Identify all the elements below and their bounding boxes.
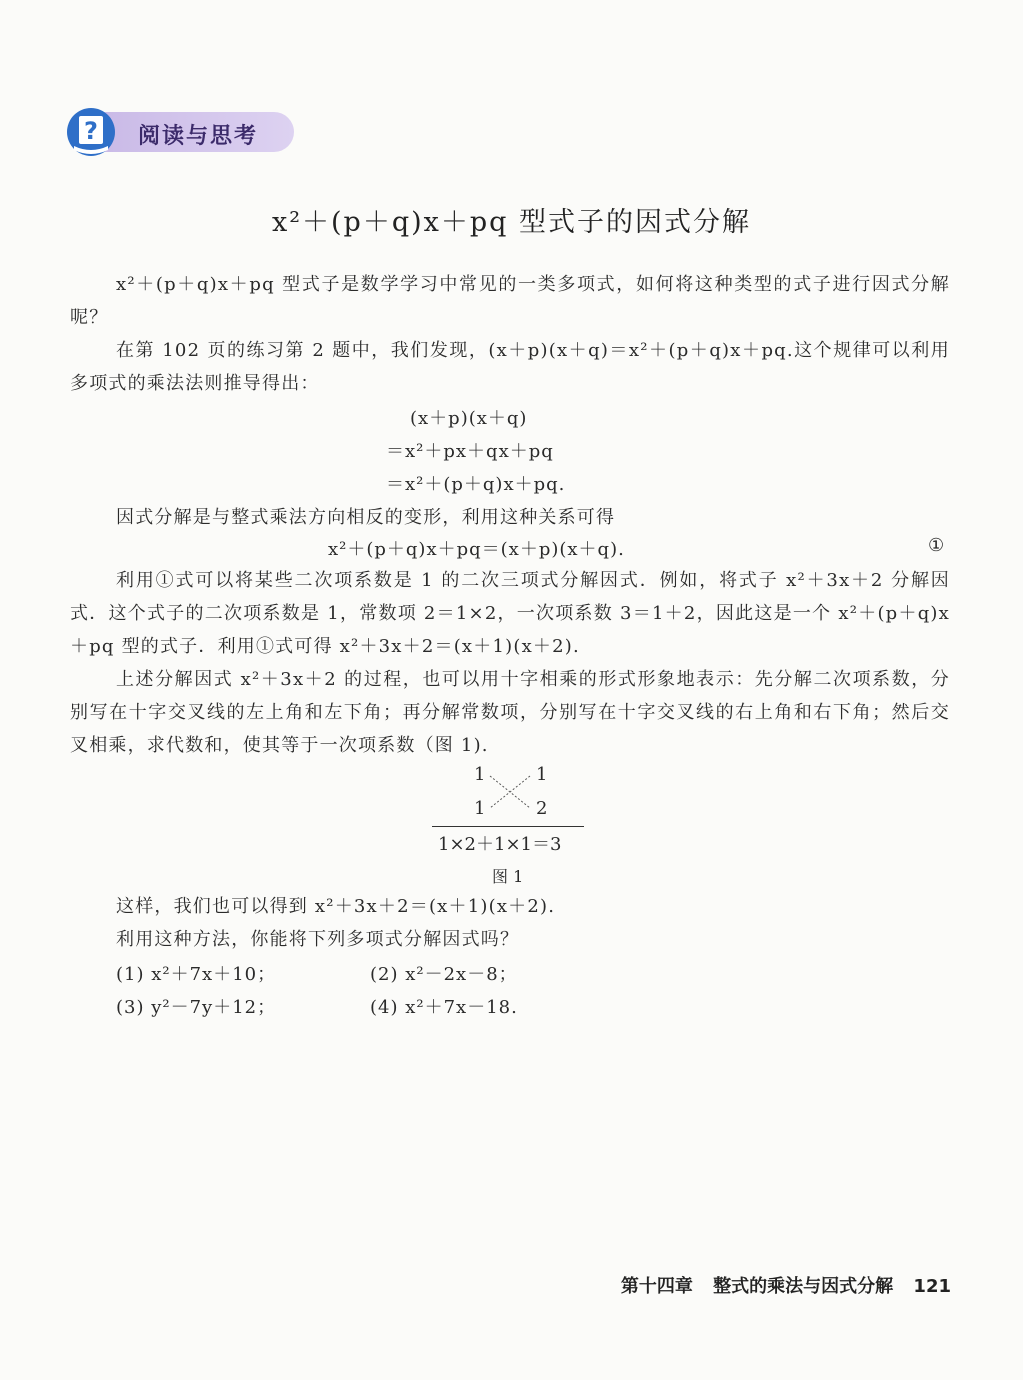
figure-bottom-left: 1 <box>474 798 486 819</box>
page-title: x²＋(p＋q)x＋pq 型式子的因式分解 <box>271 207 752 238</box>
paragraph-question: 利用这种方法，你能将下列多项式分解因式吗？ <box>116 929 520 950</box>
derivation-line-3: ＝x²＋(p＋q)x＋pq. <box>386 474 566 495</box>
paragraph-result: 这样，我们也可以得到 x²＋3x＋2＝(x＋1)(x＋2). <box>116 896 556 917</box>
paragraph-rule: 在第 102 页的练习第 2 题中，我们发现，(x＋p)(x＋q)＝x²＋(p＋q)x＋pq.这个规律可以利用多项式的乘法法则推导得出： <box>70 340 950 394</box>
equation-1: x²＋(p＋q)x＋pq＝(x＋p)(x＋q). <box>328 539 625 560</box>
footer-chapter-name: 整式的乘法与因式分解 <box>713 1276 894 1297</box>
badge-label: 阅读与思考 <box>138 124 259 149</box>
paragraph-example: 利用①式可以将某些二次项系数是 1 的二次三项式分解因式．例如，将式子 x²＋3x＋2 分解因式．这个式子的二次项系数是 1，常数项 2＝1×2，一次项系数 3＝1＋2，因此这是一个 x²＋(p＋q)x＋pq 型的式子．利用①式可得 x²＋3x＋2＝(x＋1)(x＋2). <box>70 570 950 657</box>
figure-sum: 1×2＋1×1＝3 <box>438 834 562 855</box>
section-badge <box>66 106 298 158</box>
figure-bottom-right: 2 <box>536 798 548 819</box>
derivation-line-2: ＝x²＋px＋qx＋pq <box>386 441 554 462</box>
question-book-icon <box>66 106 116 158</box>
page-footer <box>607 1272 951 1298</box>
footer-chapter: 第十四章 <box>620 1276 693 1297</box>
equation-number: ① <box>928 535 946 556</box>
derivation-line-1: (x＋p)(x＋q) <box>410 408 528 429</box>
exercise-1: (1) x²＋7x＋10； <box>116 964 277 985</box>
figure-rule <box>432 826 584 827</box>
cross-multiplication-figure <box>430 764 590 884</box>
exercise-3: (3) y²－7y＋12； <box>116 997 277 1018</box>
exercise-4: (4) x²＋7x－18. <box>370 997 518 1018</box>
exercise-2: (2) x²－2x－8； <box>370 964 518 985</box>
figure-top-left: 1 <box>474 764 486 785</box>
svg-text:?: ? <box>84 117 98 145</box>
paragraph-relation: 因式分解是与整式乘法方向相反的变形，利用这种关系可得 <box>116 507 616 528</box>
paragraph-cross-method: 上述分解因式 x²＋3x＋2 的过程，也可以用十字相乘的形式形象地表示：先分解二次项系数，分别写在十字交叉线的左上角和左下角；再分解常数项，分别写在十字交叉线的右上角和右下角；然后交叉相乘，求代数和，使其等于一次项系数（图 1). <box>70 669 950 756</box>
cross-lines <box>486 772 534 812</box>
figure-top-right: 1 <box>536 764 548 785</box>
paragraph-intro: x²＋(p＋q)x＋pq 型式子是数学学习中常见的一类多项式，如何将这种类型的式子进行因式分解呢？ <box>70 274 950 328</box>
figure-caption: 图 1 <box>492 867 524 886</box>
footer-page-number: 121 <box>913 1276 951 1297</box>
